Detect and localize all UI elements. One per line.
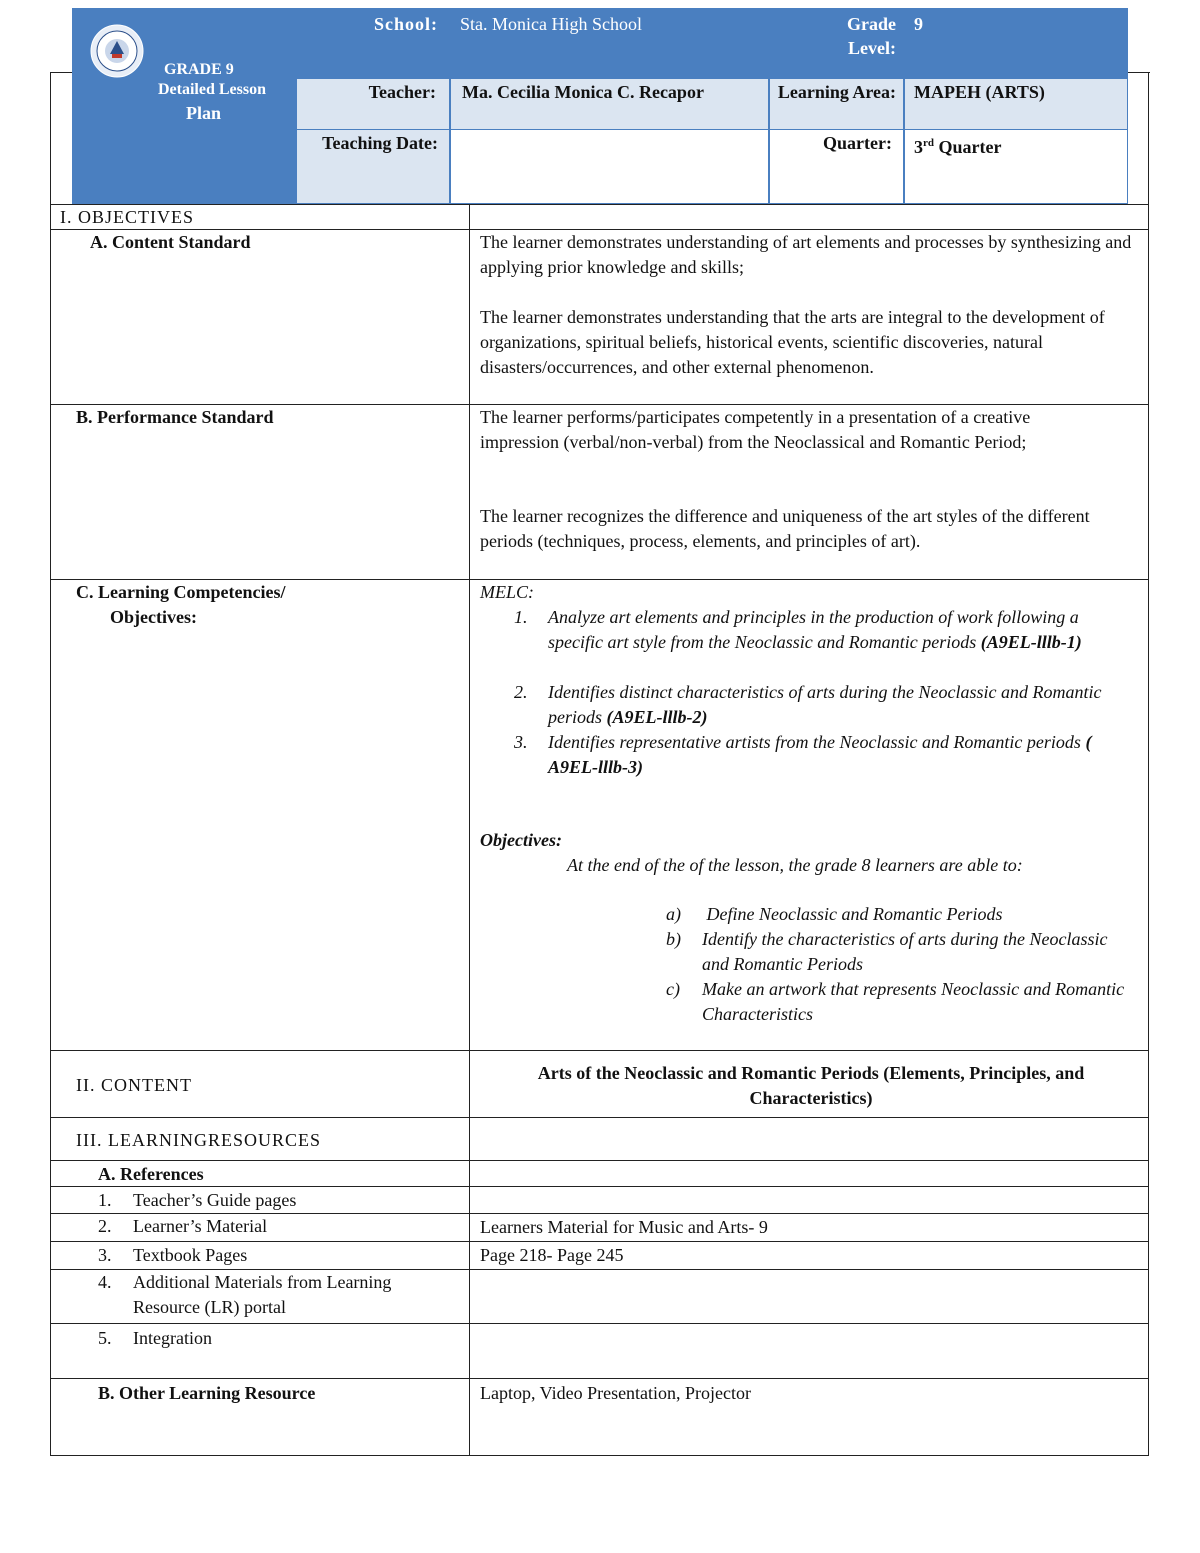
row-divider <box>50 204 1149 205</box>
resource-label: Teacher’s Guide pages <box>133 1190 297 1210</box>
content-text: Arts of the Neoclassic and Romantic Periods (Elements, Principles, and Characteristics) <box>537 1063 1085 1108</box>
resource-number: 5. <box>98 1328 112 1348</box>
teacher-value: Ma. Cecilia Monica C. Recapor <box>462 82 704 102</box>
quarter-label: Quarter: <box>823 133 892 153</box>
objective-letter: b) <box>666 929 681 949</box>
references-label: A. References <box>98 1164 204 1184</box>
quarter-value: 3rd Quarter <box>914 137 1002 157</box>
melc-number: 3. <box>514 732 528 752</box>
resource-label: Textbook Pages <box>133 1245 248 1265</box>
content-heading: II. CONTENT <box>76 1075 192 1095</box>
objective-letter: a) <box>666 904 681 924</box>
grade-level-label: Grade Level: <box>847 14 896 58</box>
content-standard-label: A. Content Standard <box>90 232 251 252</box>
other-resource-label: B. Other Learning Resource <box>98 1383 316 1403</box>
performance-standard-p1: The learner performs/participates competently in a presentation of a creative impression (verbal/non-verbal) from the Neoclassical and Romantic Period; <box>480 407 1031 452</box>
grade-level-value: 9 <box>914 14 923 34</box>
resource-label: Additional Materials from Learning Resource (LR) portal <box>133 1272 392 1317</box>
melc-label: MELC: <box>480 582 534 602</box>
resource-label: Learner’s Material <box>133 1216 268 1236</box>
objectives-intro: At the end of the of the lesson, the grade 8 learners are able to: <box>567 855 1023 875</box>
table-border <box>1128 72 1150 73</box>
table-border <box>50 72 51 1456</box>
melc-number: 1. <box>514 607 528 627</box>
objectives-heading: I. OBJECTIVES <box>60 207 194 227</box>
objective-item: Make an artwork that represents Neoclassic and Romantic Characteristics <box>702 979 1125 1024</box>
melc-item: Identifies distinct characteristics of arts during the Neoclassic and Romantic periods (A9EL-lllb-2) <box>548 682 1102 727</box>
resource-value: Learners Material for Music and Arts- 9 <box>480 1217 768 1237</box>
content-standard-p1: The learner demonstrates understanding of art elements and processes by synthesizing and applying prior knowledge and skills; <box>480 232 1132 277</box>
objective-letter: c) <box>666 979 680 999</box>
deped-seal-icon <box>90 24 144 78</box>
school-label: School: <box>373 14 438 34</box>
resource-number: 2. <box>98 1216 112 1236</box>
grade-title: GRADE 9 <box>164 61 234 78</box>
plan-subtitle-2: Plan <box>186 103 222 123</box>
objectives-sublabel: Objectives: <box>480 830 562 850</box>
learning-area-label: Learning Area: <box>777 82 896 102</box>
melc-item: Identifies representative artists from the Neoclassic and Romantic periods ( A9EL-lllb-3) <box>548 732 1092 777</box>
row-divider <box>50 1378 1149 1379</box>
resource-number: 3. <box>98 1245 112 1265</box>
resource-value: Page 218- Page 245 <box>480 1245 624 1265</box>
row-divider <box>50 1323 1149 1324</box>
teacher-label: Teacher: <box>368 82 436 102</box>
performance-standard-label: B. Performance Standard <box>76 407 274 427</box>
objective-item: Identify the characteristics of arts during the Neoclassic and Romantic Periods <box>702 929 1108 974</box>
row-divider <box>50 1241 1149 1242</box>
table-border <box>50 72 72 73</box>
other-resource-value: Laptop, Video Presentation, Projector <box>480 1383 752 1403</box>
row-divider <box>50 1186 1149 1187</box>
melc-item: Analyze art elements and principles in the production of work following a specific art style from the Neoclassic and Romantic periods (A9EL-lllb-1) <box>548 607 1082 652</box>
resource-number: 4. <box>98 1272 112 1292</box>
teaching-date-value-cell <box>450 129 769 204</box>
row-divider <box>50 1455 1149 1456</box>
table-border <box>1148 72 1149 1456</box>
performance-standard-p2: The learner recognizes the difference and uniqueness of the art styles of the different periods (techniques, process, elements, and principles of art). <box>480 506 1090 551</box>
resources-heading: III. LEARNINGRESOURCES <box>76 1130 321 1150</box>
competencies-label: C. Learning Competencies/ <box>76 582 286 602</box>
objective-item: Define Neoclassic and Romantic Periods <box>702 904 1003 924</box>
teaching-date-label: Teaching Date: <box>322 133 438 153</box>
learning-area-value: MAPEH (ARTS) <box>914 82 1045 102</box>
row-divider <box>50 1160 1149 1161</box>
row-divider <box>50 1117 1149 1118</box>
row-divider <box>50 1050 1149 1051</box>
content-standard-p2: The learner demonstrates understanding that the arts are integral to the development of organizations, spiritual beliefs, historical events, scientific discoveries, natural disasters/occurrences, and other external phenomenon. <box>480 307 1105 377</box>
melc-number: 2. <box>514 682 528 702</box>
plan-subtitle: Detailed Lesson <box>158 81 266 98</box>
school-value: Sta. Monica High School <box>460 14 642 34</box>
resource-label: Integration <box>133 1328 212 1348</box>
resource-number: 1. <box>98 1190 112 1210</box>
competencies-label-2: Objectives: <box>110 607 197 627</box>
